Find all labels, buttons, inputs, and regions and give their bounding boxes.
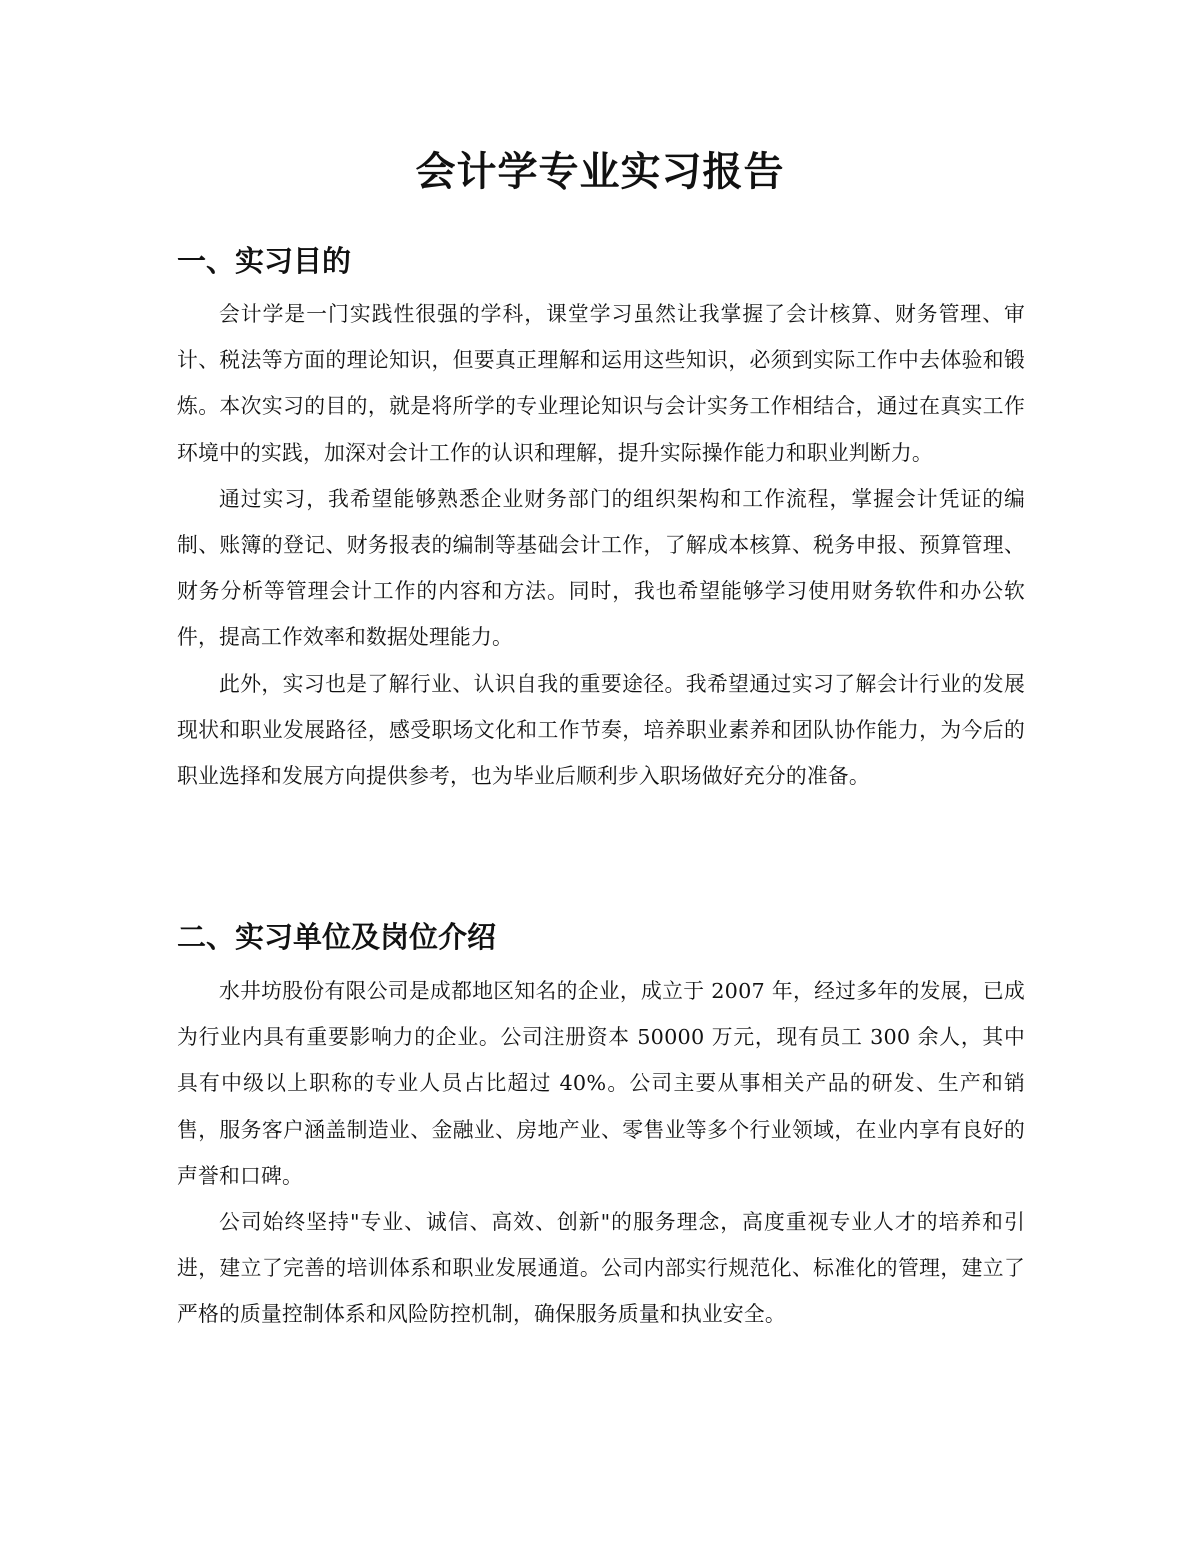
paragraph: 通过实习，我希望能够熟悉企业财务部门的组织架构和工作流程，掌握会计凭证的编制、账簿的登记、财务报表的编制等基础会计工作，了解成本核算、税务申报、预算管理、财务分析等管理会计工作的内容和方法。同时，我也希望能够学习使用财务软件和办公软件，提高工作效率和数据处理能力。	[177, 486, 1025, 650]
paragraph: 会计学是一门实践性很强的学科，课堂学习虽然让我掌握了会计核算、财务管理、审计、税法等方面的理论知识，但要真正理解和运用这些知识，必须到实际工作中去体验和锻炼。本次实习的目的，就是将所学的专业理论知识与会计实务工作相结合，通过在真实工作环境中的实践，加深对会计工作的认识和理解，提升实际操作能力和职业判断力。	[177, 302, 1025, 465]
document-title: 会计学专业实习报告	[415, 149, 785, 195]
section-heading-company: 二、实习单位及岗位介绍	[177, 920, 497, 954]
section-body-company	[177, 968, 1025, 1338]
paragraph: 水井坊股份有限公司是成都地区知名的企业，成立于 2007 年，经过多年的发展，已成为行业内具有重要影响力的企业。公司注册资本 50000 万元，现有员工 300 余人，其中具有中级以上职称的专业人员占比超过 40%。公司主要从事相关产品的研发、生产和销售，服务客户涵盖制造业、金融业、房地产业、零售业等多个行业领域，在业内享有良好的声誉和口碑。	[177, 979, 1025, 1188]
paragraph: 此外，实习也是了解行业、认识自我的重要途径。我希望通过实习了解会计行业的发展现状和职业发展路径，感受职场文化和工作节奏，培养职业素养和团队协作能力，为今后的职业选择和发展方向提供参考，也为毕业后顺利步入职场做好充分的准备。	[177, 671, 1025, 789]
section-body-purpose	[177, 291, 1025, 799]
paragraph: 公司始终坚持"专业、诚信、高效、创新"的服务理念，高度重视专业人才的培养和引进，建立了完善的培训体系和职业发展通道。公司内部实行规范化、标准化的管理，建立了严格的质量控制体系和风险防控机制，确保服务质量和执业安全。	[177, 1210, 1025, 1327]
section-heading-purpose: 一、实习目的	[177, 244, 352, 278]
